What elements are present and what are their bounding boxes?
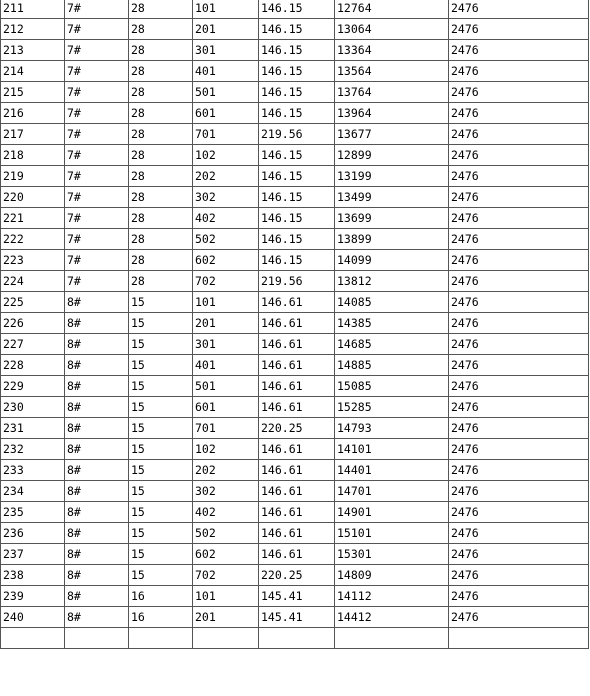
- table-row: [1, 607, 589, 628]
- code-cell: 2476: [449, 586, 589, 607]
- table-row: [1, 628, 589, 649]
- table-row: [1, 439, 589, 460]
- unit-cell: 102: [193, 145, 259, 166]
- price-cell: 13064: [335, 19, 449, 40]
- code-cell: 2476: [449, 439, 589, 460]
- floor-group-cell: 15: [129, 376, 193, 397]
- row-number-cell: 227: [1, 334, 65, 355]
- table-row: [1, 523, 589, 544]
- row-number-cell: 226: [1, 313, 65, 334]
- building-cell: 7#: [65, 271, 129, 292]
- area-cell: 145.41: [259, 586, 335, 607]
- building-cell: 8#: [65, 523, 129, 544]
- row-number-cell: 235: [1, 502, 65, 523]
- table-row: [1, 82, 589, 103]
- area-cell: 146.61: [259, 481, 335, 502]
- row-number-cell: 223: [1, 250, 65, 271]
- area-cell: [259, 628, 335, 649]
- building-cell: 8#: [65, 355, 129, 376]
- unit-cell: 301: [193, 40, 259, 61]
- floor-group-cell: 28: [129, 208, 193, 229]
- floor-group-cell: [129, 628, 193, 649]
- building-cell: 7#: [65, 166, 129, 187]
- price-cell: 13564: [335, 61, 449, 82]
- floor-group-cell: 28: [129, 229, 193, 250]
- floor-group-cell: 28: [129, 271, 193, 292]
- building-cell: 8#: [65, 502, 129, 523]
- code-cell: [449, 628, 589, 649]
- code-cell: 2476: [449, 607, 589, 628]
- unit-cell: 501: [193, 376, 259, 397]
- code-cell: 2476: [449, 61, 589, 82]
- table-row: [1, 250, 589, 271]
- building-cell: 7#: [65, 229, 129, 250]
- building-cell: 8#: [65, 418, 129, 439]
- row-number-cell: 211: [1, 0, 65, 19]
- building-cell: 7#: [65, 0, 129, 19]
- code-cell: 2476: [449, 124, 589, 145]
- floor-group-cell: 28: [129, 187, 193, 208]
- row-number-cell: 220: [1, 187, 65, 208]
- code-cell: 2476: [449, 208, 589, 229]
- floor-group-cell: 28: [129, 0, 193, 19]
- table-row: [1, 145, 589, 166]
- code-cell: 2476: [449, 0, 589, 19]
- area-cell: 146.61: [259, 292, 335, 313]
- row-number-cell: 239: [1, 586, 65, 607]
- row-number-cell: 230: [1, 397, 65, 418]
- area-cell: 146.15: [259, 0, 335, 19]
- row-number-cell: 218: [1, 145, 65, 166]
- floor-group-cell: 28: [129, 166, 193, 187]
- building-cell: 7#: [65, 250, 129, 271]
- price-cell: 14809: [335, 565, 449, 586]
- code-cell: 2476: [449, 19, 589, 40]
- table-body: [1, 0, 589, 649]
- row-number-cell: 224: [1, 271, 65, 292]
- price-cell: 15301: [335, 544, 449, 565]
- building-cell: 8#: [65, 376, 129, 397]
- code-cell: 2476: [449, 334, 589, 355]
- building-cell: 8#: [65, 460, 129, 481]
- price-cell: 14412: [335, 607, 449, 628]
- floor-group-cell: 15: [129, 481, 193, 502]
- area-cell: 145.41: [259, 607, 335, 628]
- area-cell: 146.61: [259, 313, 335, 334]
- area-cell: 146.15: [259, 40, 335, 61]
- table-row: [1, 586, 589, 607]
- area-cell: 146.15: [259, 103, 335, 124]
- table-row: [1, 460, 589, 481]
- building-cell: 8#: [65, 397, 129, 418]
- price-cell: 14793: [335, 418, 449, 439]
- floor-group-cell: 15: [129, 523, 193, 544]
- unit-cell: 301: [193, 334, 259, 355]
- row-number-cell: 214: [1, 61, 65, 82]
- unit-cell: 302: [193, 481, 259, 502]
- code-cell: 2476: [449, 418, 589, 439]
- code-cell: 2476: [449, 145, 589, 166]
- floor-group-cell: 15: [129, 397, 193, 418]
- row-number-cell: 213: [1, 40, 65, 61]
- code-cell: 2476: [449, 523, 589, 544]
- unit-cell: 602: [193, 544, 259, 565]
- unit-cell: 701: [193, 124, 259, 145]
- row-number-cell: 234: [1, 481, 65, 502]
- price-cell: 15085: [335, 376, 449, 397]
- row-number-cell: 233: [1, 460, 65, 481]
- table-row: [1, 0, 589, 19]
- table-row: [1, 481, 589, 502]
- floor-group-cell: 15: [129, 460, 193, 481]
- building-cell: 8#: [65, 292, 129, 313]
- price-cell: 13677: [335, 124, 449, 145]
- price-cell: 14099: [335, 250, 449, 271]
- unit-cell: 601: [193, 103, 259, 124]
- floor-group-cell: 28: [129, 124, 193, 145]
- table-row: [1, 187, 589, 208]
- building-cell: 8#: [65, 607, 129, 628]
- price-cell: 14101: [335, 439, 449, 460]
- floor-group-cell: 15: [129, 334, 193, 355]
- floor-group-cell: 15: [129, 418, 193, 439]
- code-cell: 2476: [449, 82, 589, 103]
- unit-cell: 601: [193, 397, 259, 418]
- row-number-cell: 240: [1, 607, 65, 628]
- code-cell: 2476: [449, 187, 589, 208]
- floor-group-cell: 28: [129, 40, 193, 61]
- floor-group-cell: 28: [129, 103, 193, 124]
- price-cell: 15285: [335, 397, 449, 418]
- building-cell: [65, 628, 129, 649]
- row-number-cell: 222: [1, 229, 65, 250]
- price-cell: 13364: [335, 40, 449, 61]
- table-row: [1, 271, 589, 292]
- unit-cell: 402: [193, 502, 259, 523]
- area-cell: 219.56: [259, 124, 335, 145]
- table-row: [1, 208, 589, 229]
- building-cell: 8#: [65, 439, 129, 460]
- area-cell: 146.15: [259, 19, 335, 40]
- building-cell: 7#: [65, 187, 129, 208]
- row-number-cell: 221: [1, 208, 65, 229]
- row-number-cell: 231: [1, 418, 65, 439]
- code-cell: 2476: [449, 229, 589, 250]
- unit-cell: 101: [193, 292, 259, 313]
- building-cell: 7#: [65, 124, 129, 145]
- price-cell: 14085: [335, 292, 449, 313]
- area-cell: 146.61: [259, 460, 335, 481]
- floor-group-cell: 16: [129, 586, 193, 607]
- unit-cell: 702: [193, 271, 259, 292]
- building-cell: 7#: [65, 19, 129, 40]
- table-row: [1, 418, 589, 439]
- code-cell: 2476: [449, 544, 589, 565]
- row-number-cell: 217: [1, 124, 65, 145]
- table-row: [1, 292, 589, 313]
- price-cell: 14901: [335, 502, 449, 523]
- table-row: [1, 376, 589, 397]
- area-cell: 146.61: [259, 523, 335, 544]
- unit-cell: 202: [193, 166, 259, 187]
- price-cell: 13199: [335, 166, 449, 187]
- code-cell: 2476: [449, 313, 589, 334]
- area-cell: 220.25: [259, 418, 335, 439]
- row-number-cell: 229: [1, 376, 65, 397]
- row-number-cell: 225: [1, 292, 65, 313]
- area-cell: 146.61: [259, 376, 335, 397]
- table-row: [1, 355, 589, 376]
- code-cell: 2476: [449, 271, 589, 292]
- table-row: [1, 502, 589, 523]
- unit-cell: 701: [193, 418, 259, 439]
- unit-cell: 501: [193, 82, 259, 103]
- building-cell: 8#: [65, 481, 129, 502]
- code-cell: 2476: [449, 250, 589, 271]
- building-cell: 8#: [65, 544, 129, 565]
- table-row: [1, 229, 589, 250]
- row-number-cell: 236: [1, 523, 65, 544]
- unit-cell: 102: [193, 439, 259, 460]
- table-row: [1, 544, 589, 565]
- price-cell: 12764: [335, 0, 449, 19]
- unit-cell: 702: [193, 565, 259, 586]
- unit-cell: 602: [193, 250, 259, 271]
- price-cell: 14112: [335, 586, 449, 607]
- code-cell: 2476: [449, 460, 589, 481]
- code-cell: 2476: [449, 166, 589, 187]
- unit-cell: 401: [193, 61, 259, 82]
- building-cell: 7#: [65, 40, 129, 61]
- table-row: [1, 40, 589, 61]
- code-cell: 2476: [449, 292, 589, 313]
- price-cell: 13699: [335, 208, 449, 229]
- table-row: [1, 61, 589, 82]
- unit-cell: 502: [193, 523, 259, 544]
- table-row: [1, 313, 589, 334]
- price-cell: 13964: [335, 103, 449, 124]
- building-cell: 8#: [65, 586, 129, 607]
- building-cell: 7#: [65, 103, 129, 124]
- floor-group-cell: 16: [129, 607, 193, 628]
- floor-group-cell: 15: [129, 502, 193, 523]
- floor-group-cell: 28: [129, 250, 193, 271]
- row-number-cell: 219: [1, 166, 65, 187]
- building-cell: 7#: [65, 61, 129, 82]
- code-cell: 2476: [449, 502, 589, 523]
- code-cell: 2476: [449, 481, 589, 502]
- price-cell: 13812: [335, 271, 449, 292]
- area-cell: 146.15: [259, 229, 335, 250]
- row-number-cell: [1, 628, 65, 649]
- area-cell: 146.15: [259, 145, 335, 166]
- code-cell: 2476: [449, 376, 589, 397]
- code-cell: 2476: [449, 103, 589, 124]
- area-cell: 146.15: [259, 61, 335, 82]
- area-cell: 146.61: [259, 334, 335, 355]
- price-cell: 13499: [335, 187, 449, 208]
- floor-group-cell: 15: [129, 313, 193, 334]
- area-cell: 146.15: [259, 208, 335, 229]
- price-cell: 14885: [335, 355, 449, 376]
- unit-cell: 201: [193, 19, 259, 40]
- unit-cell: 401: [193, 355, 259, 376]
- floor-group-cell: 28: [129, 145, 193, 166]
- row-number-cell: 238: [1, 565, 65, 586]
- table-row: [1, 397, 589, 418]
- building-cell: 8#: [65, 334, 129, 355]
- building-cell: 7#: [65, 208, 129, 229]
- table-row: [1, 166, 589, 187]
- price-cell: [335, 628, 449, 649]
- price-cell: 14385: [335, 313, 449, 334]
- unit-cell: 502: [193, 229, 259, 250]
- table-row: [1, 19, 589, 40]
- area-cell: 220.25: [259, 565, 335, 586]
- area-cell: 146.61: [259, 544, 335, 565]
- price-cell: 12899: [335, 145, 449, 166]
- floor-group-cell: 28: [129, 82, 193, 103]
- row-number-cell: 212: [1, 19, 65, 40]
- floor-group-cell: 15: [129, 544, 193, 565]
- price-cell: 15101: [335, 523, 449, 544]
- row-number-cell: 215: [1, 82, 65, 103]
- price-cell: 14701: [335, 481, 449, 502]
- code-cell: 2476: [449, 565, 589, 586]
- unit-cell: 201: [193, 607, 259, 628]
- area-cell: 146.61: [259, 439, 335, 460]
- unit-cell: 302: [193, 187, 259, 208]
- floor-group-cell: 15: [129, 292, 193, 313]
- code-cell: 2476: [449, 397, 589, 418]
- area-cell: 146.15: [259, 82, 335, 103]
- floor-group-cell: 15: [129, 355, 193, 376]
- building-cell: 8#: [65, 313, 129, 334]
- floor-group-cell: 15: [129, 565, 193, 586]
- table-row: [1, 124, 589, 145]
- code-cell: 2476: [449, 40, 589, 61]
- area-cell: 146.15: [259, 250, 335, 271]
- area-cell: 146.61: [259, 502, 335, 523]
- unit-cell: 101: [193, 586, 259, 607]
- area-cell: 146.15: [259, 187, 335, 208]
- unit-cell: 402: [193, 208, 259, 229]
- price-cell: 13764: [335, 82, 449, 103]
- price-cell: 13899: [335, 229, 449, 250]
- price-cell: 14401: [335, 460, 449, 481]
- code-cell: 2476: [449, 355, 589, 376]
- row-number-cell: 237: [1, 544, 65, 565]
- row-number-cell: 232: [1, 439, 65, 460]
- table-row: [1, 565, 589, 586]
- unit-cell: [193, 628, 259, 649]
- floor-group-cell: 15: [129, 439, 193, 460]
- building-cell: 7#: [65, 145, 129, 166]
- table-row: [1, 103, 589, 124]
- area-cell: 146.15: [259, 166, 335, 187]
- floor-group-cell: 28: [129, 61, 193, 82]
- row-number-cell: 216: [1, 103, 65, 124]
- area-cell: 146.61: [259, 355, 335, 376]
- area-cell: 219.56: [259, 271, 335, 292]
- building-cell: 7#: [65, 82, 129, 103]
- price-cell: 14685: [335, 334, 449, 355]
- unit-cell: 201: [193, 313, 259, 334]
- area-cell: 146.61: [259, 397, 335, 418]
- unit-cell: 202: [193, 460, 259, 481]
- floor-group-cell: 28: [129, 19, 193, 40]
- building-cell: 8#: [65, 565, 129, 586]
- table-row: [1, 334, 589, 355]
- unit-cell: 101: [193, 0, 259, 19]
- row-number-cell: 228: [1, 355, 65, 376]
